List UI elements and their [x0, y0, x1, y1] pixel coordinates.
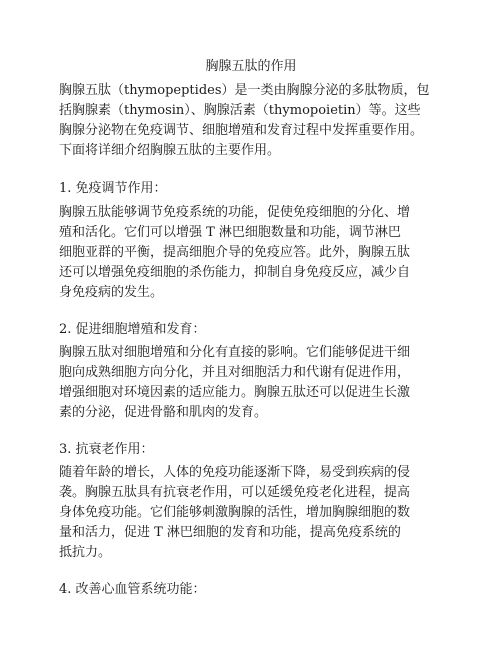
intro-line: 括胸腺素（thymosin）、胸腺活素（thymopoietin）等。这些	[59, 103, 421, 118]
paragraph-line: 素的分泌，促进骨骼和肌肉的发育。	[59, 405, 268, 420]
paragraph-line: 袭。胸腺五肽具有抗衰老作用，可以延缓免疫老化进程，提高	[59, 485, 411, 500]
paragraph-line: 胞向成熟细胞方向分化，并且对细胞活力和代谢有促进作用，	[59, 365, 411, 380]
paragraph-line: 胸腺五肽对细胞增殖和分化有直接的影响。它们能够促进干细	[59, 345, 411, 360]
paragraph-line: 随着年龄的增长，人体的免疫功能逐渐下降，易受到疾病的侵	[59, 465, 411, 480]
paragraph-line: 还可以增强免疫细胞的杀伤能力，抑制自身免疫反应，减少自	[59, 265, 411, 280]
paragraph-line: 身免疫病的发生。	[59, 285, 164, 300]
intro-line: 胸腺五肽（thymopeptides）是一类由胸腺分泌的多肽物质，包	[59, 83, 430, 98]
section-heading: 3. 抗衰老作用：	[59, 442, 154, 457]
intro-line: 胸腺分泌物在免疫调节、细胞增殖和发育过程中发挥重要作用。	[59, 123, 424, 138]
paragraph-line: 胸腺五肽能够调节免疫系统的功能，促使免疫细胞的分化、增	[59, 205, 411, 220]
intro-line: 下面将详细介绍胸腺五肽的主要作用。	[59, 143, 281, 158]
section-heading: 2. 促进细胞增殖和发育：	[59, 322, 206, 337]
paragraph-line: 量和活力，促进 T 淋巴细胞的发育和功能，提高免疫系统的	[59, 525, 401, 540]
paragraph-line: 细胞亚群的平衡，提高细胞介导的免疫应答。此外，胸腺五肽	[59, 245, 411, 260]
section-heading: 1. 免疫调节作用：	[59, 181, 167, 196]
paragraph-line: 殖和活化。它们可以增强 T 淋巴细胞数量和功能，调节淋巴	[59, 225, 401, 240]
document-title: 胸腺五肽的作用	[205, 59, 297, 74]
paragraph-line: 抵抗力。	[59, 545, 112, 560]
paragraph-line: 身体免疫功能。它们能够刺激胸腺的活性，增加胸腺细胞的数	[59, 505, 411, 520]
paragraph-line: 增强细胞对环境因素的适应能力。胸腺五肽还可以促进生长激	[59, 385, 411, 400]
section-heading: 4. 改善心血管系统功能：	[59, 582, 206, 597]
